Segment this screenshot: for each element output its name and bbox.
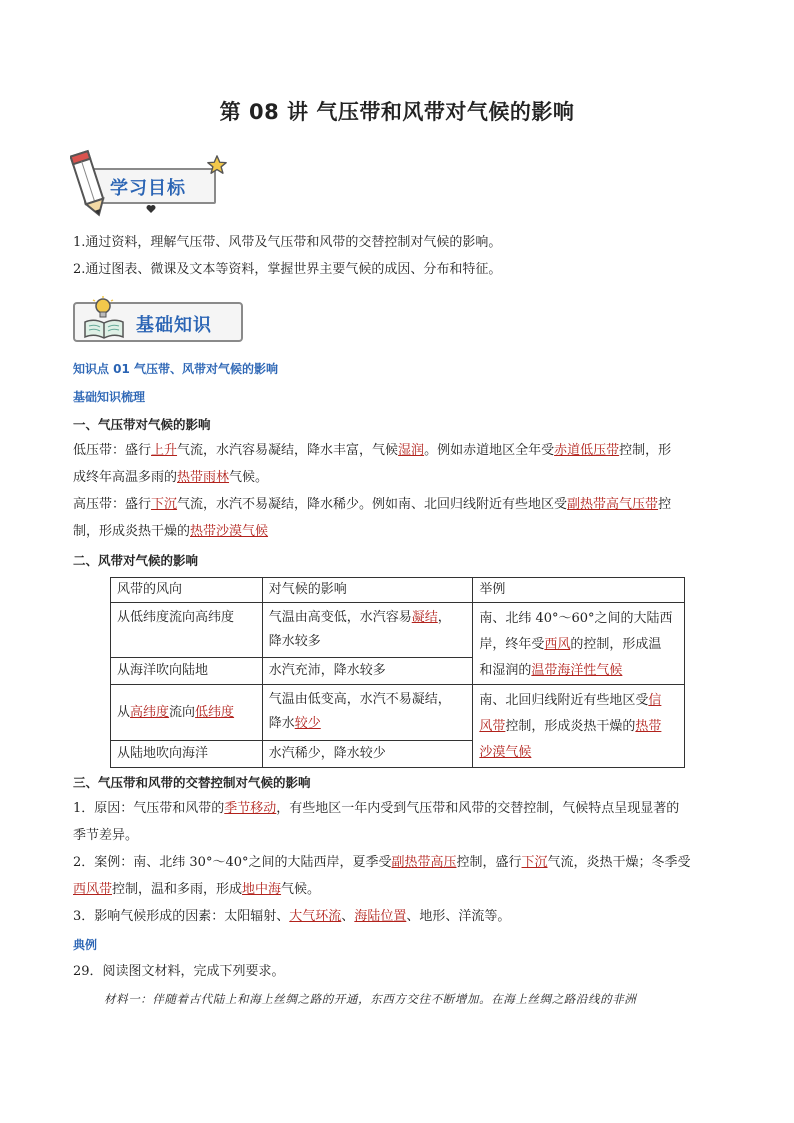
knowledge-banner-label: 基础知识 xyxy=(136,315,212,336)
table-cell: 南、北纬 40°～60°之间的大陆西 岸，终年受西风的控制，形成温 和湿润的温带海洋性气候 xyxy=(473,603,685,685)
table-cell: 气温由高变低，水汽容易凝结， 降水较多 xyxy=(262,603,473,658)
goals-banner xyxy=(70,148,230,218)
lightbulb-icon xyxy=(91,296,115,320)
goals-banner-label: 学习目标 xyxy=(110,178,186,199)
table-cell: 从海洋吹向陆地 xyxy=(111,658,263,685)
heart-icon xyxy=(146,204,156,214)
page-title: 第 08 讲 气压带和风带对气候的影响 xyxy=(219,100,575,124)
example-label: 典例 xyxy=(73,938,98,952)
high-pressure-paragraph: 高压带：盛行下沉气流，水汽不易凝结，降水稀少。例如南、北回归线附近有些地区受副热带高气压带控 制，形成炎热干燥的热带沙漠气候 xyxy=(73,497,672,539)
table-header-row xyxy=(111,578,685,603)
material-1: 材料一：伴随着古代陆上和海上丝绸之路的开通，东西方交往不断增加。在海上丝绸之路沿线的非洲 xyxy=(104,992,637,1006)
goal-2: 2.通过图表、微课及文本等资料，掌握世界主要气候的成因、分布和特征。 xyxy=(73,262,502,277)
factors-paragraph: 3．影响气候形成的因素：太阳辐射、大气环流、海陆位置、地形、洋流等。 xyxy=(73,909,511,924)
knowledge-subtitle: 基础知识梳理 xyxy=(73,390,146,404)
table-header: 举例 xyxy=(473,578,685,603)
table-cell: 气温由低变高，水汽不易凝结， 降水较少 xyxy=(262,685,473,741)
knowledge-point-title: 知识点 01 气压带、风带对气候的影响 xyxy=(73,362,279,376)
table-header: 风带的风向 xyxy=(111,578,263,603)
wind-belt-table xyxy=(110,577,685,768)
case-paragraph: 2．案例：南、北纬 30°～40°之间的大陆西岸，夏季受副热带高压控制，盛行下沉气流，炎热干燥；冬季受 西风带控制，温和多雨，形成地中海气候。 xyxy=(73,855,691,897)
pencil-icon xyxy=(70,148,110,220)
knowledge-banner xyxy=(73,296,248,348)
table-cell: 从陆地吹向海洋 xyxy=(111,741,263,768)
section-1-heading: 一、气压带对气候的影响 xyxy=(73,417,211,432)
table-cell: 南、北回归线附近有些地区受信 风带控制，形成炎热干燥的热带 沙漠气候 xyxy=(473,685,685,768)
table-cell: 从低纬度流向高纬度 xyxy=(111,603,263,658)
table-cell: 水汽充沛，降水较多 xyxy=(262,658,473,685)
question-29: 29．阅读图文材料，完成下列要求。 xyxy=(73,964,285,979)
low-pressure-paragraph: 低压带：盛行上升气流，水汽容易凝结，降水丰富，气候湿润。例如赤道地区全年受赤道低压带控制，形 成终年高温多雨的热带雨林气候。 xyxy=(73,443,672,485)
reason-paragraph: 1．原因：气压带和风带的季节移动，有些地区一年内受到气压带和风带的交替控制，气候特点呈现显著的 季节差异。 xyxy=(73,801,680,843)
open-book-icon xyxy=(83,318,125,340)
section-2-heading: 二、风带对气候的影响 xyxy=(73,553,199,568)
star-icon xyxy=(206,154,228,176)
table-cell: 从高纬度流向低纬度 xyxy=(111,685,263,741)
table-row xyxy=(111,685,685,741)
table-cell: 水汽稀少，降水较少 xyxy=(262,741,473,768)
section-3-heading: 三、气压带和风带的交替控制对气候的影响 xyxy=(73,775,311,790)
table-row xyxy=(111,603,685,658)
goal-1: 1.通过资料，理解气压带、风带及气压带和风带的交替控制对气候的影响。 xyxy=(73,235,502,250)
table-header: 对气候的影响 xyxy=(262,578,473,603)
